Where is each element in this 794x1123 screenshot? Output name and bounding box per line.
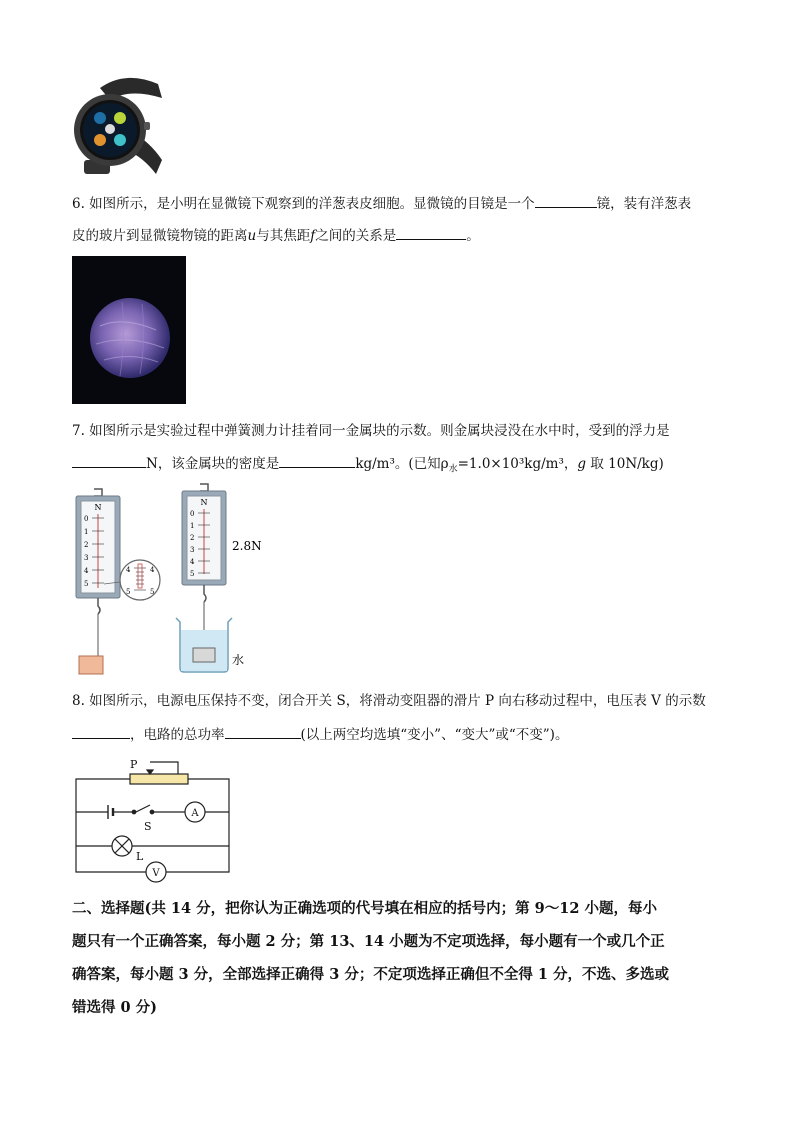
spring-scale-figure [74, 484, 262, 674]
scale-right-num-2: 2 [190, 534, 195, 542]
scale-right-num-0: 0 [190, 510, 195, 518]
q7-text-a: 7. 如图所示是实验过程中弹簧测力计挂着同一金属块的示数。则金属块浸没在水中时，受到的浮力是 [72, 423, 670, 439]
q6-line2 [72, 225, 480, 245]
q8-blank-1[interactable] [72, 724, 130, 739]
scale-left-num-3: 3 [84, 554, 89, 562]
q6-blank-1[interactable] [535, 193, 597, 208]
q8-blank-2[interactable] [225, 724, 301, 739]
scale-left-num-2: 2 [84, 541, 89, 549]
q6-text-d: 与其焦距 [256, 228, 311, 244]
scale-left-num-4: 4 [84, 567, 89, 575]
scale-left-num-5: 5 [84, 580, 89, 588]
microscope-view-image [72, 256, 186, 404]
q6-var-f: f [310, 228, 316, 244]
scale-left-num-0: 0 [84, 515, 89, 523]
q6-line1 [72, 193, 691, 213]
section2-line2: 题只有一个正确答案，每小题 2 分；第 13、14 小题为不定项选择，每小题有一个或几个正 [72, 933, 665, 950]
q7-blank-2[interactable] [279, 453, 355, 468]
q6-text-c: 皮的玻片到显微镜物镜的距离 [72, 228, 248, 244]
smartwatch-image [70, 70, 170, 180]
circuit-label-a: A [191, 808, 199, 819]
q7-text-b: N，该金属块的密度是 [146, 456, 280, 472]
section2-line4: 错选得 0 分) [72, 999, 158, 1016]
q8-text-b: ，电路的总功率 [130, 727, 225, 743]
circuit-label-s: S [144, 820, 152, 833]
circuit-label-p: P [130, 758, 138, 771]
q7-text-c: kg/m³。(已知ρ [355, 456, 449, 472]
scale-right-unit: N [200, 498, 208, 507]
circuit-label-l: L [136, 850, 144, 863]
scale-right-num-5: 5 [190, 570, 195, 578]
q7-sub-water: 水 [448, 464, 458, 475]
q7-line1 [72, 422, 670, 440]
section2-line3: 确答案，每小题 3 分，全部选择正确得 3 分；不定项选择正确但不全得 1 分，不选、多选或 [72, 966, 670, 983]
q7-line2 [72, 453, 664, 479]
section2-heading [72, 898, 669, 1019]
scale-left-unit: N [94, 503, 102, 512]
q6-text-e: 之间的关系是 [315, 228, 397, 244]
scale-right-reading: 2.8N [232, 539, 262, 553]
scale-left-num-1: 1 [84, 528, 89, 536]
zoom-num-5: 5 [126, 588, 131, 596]
zoom-num-4b: 4 [150, 566, 155, 574]
q6-blank-2[interactable] [396, 225, 466, 240]
q6-text-f: 。 [466, 228, 480, 244]
circuit-diagram [70, 756, 240, 884]
scale-right-num-3: 3 [190, 546, 195, 554]
scale-right-num-1: 1 [190, 522, 195, 530]
zoom-num-5b: 5 [150, 588, 155, 596]
scale-right-num-4: 4 [190, 558, 195, 566]
q7-blank-1[interactable] [72, 453, 146, 468]
q8-line1 [72, 692, 706, 710]
water-label: 水 [232, 653, 245, 667]
section2-line1: 二、选择题(共 14 分，把你认为正确选项的代号填在相应的括号内；第 9～12 小题，每小 [72, 900, 657, 917]
q6-var-u: u [247, 228, 257, 244]
q7-var-g: g [577, 456, 587, 472]
q8-text-c: (以上两空均选填“变小”、“变大”或“不变”)。 [300, 727, 569, 743]
zoom-num-4: 4 [126, 566, 131, 574]
q8-line2 [72, 724, 568, 744]
q7-text-d: =1.0×10³kg/m³， [457, 456, 578, 472]
q7-text-e: 取 10N/kg) [586, 456, 664, 472]
q6-text-a: 6. 如图所示，是小明在显微镜下观察到的洋葱表皮细胞。显微镜的目镜是一个 [72, 196, 535, 212]
q8-text-a: 8. 如图所示，电源电压保持不变，闭合开关 S，将滑动变阻器的滑片 P 向右移动过程中，电压表 V 的示数 [72, 693, 706, 709]
circuit-label-v: V [152, 868, 160, 879]
q6-text-b: 镜，装有洋葱表 [596, 196, 692, 212]
